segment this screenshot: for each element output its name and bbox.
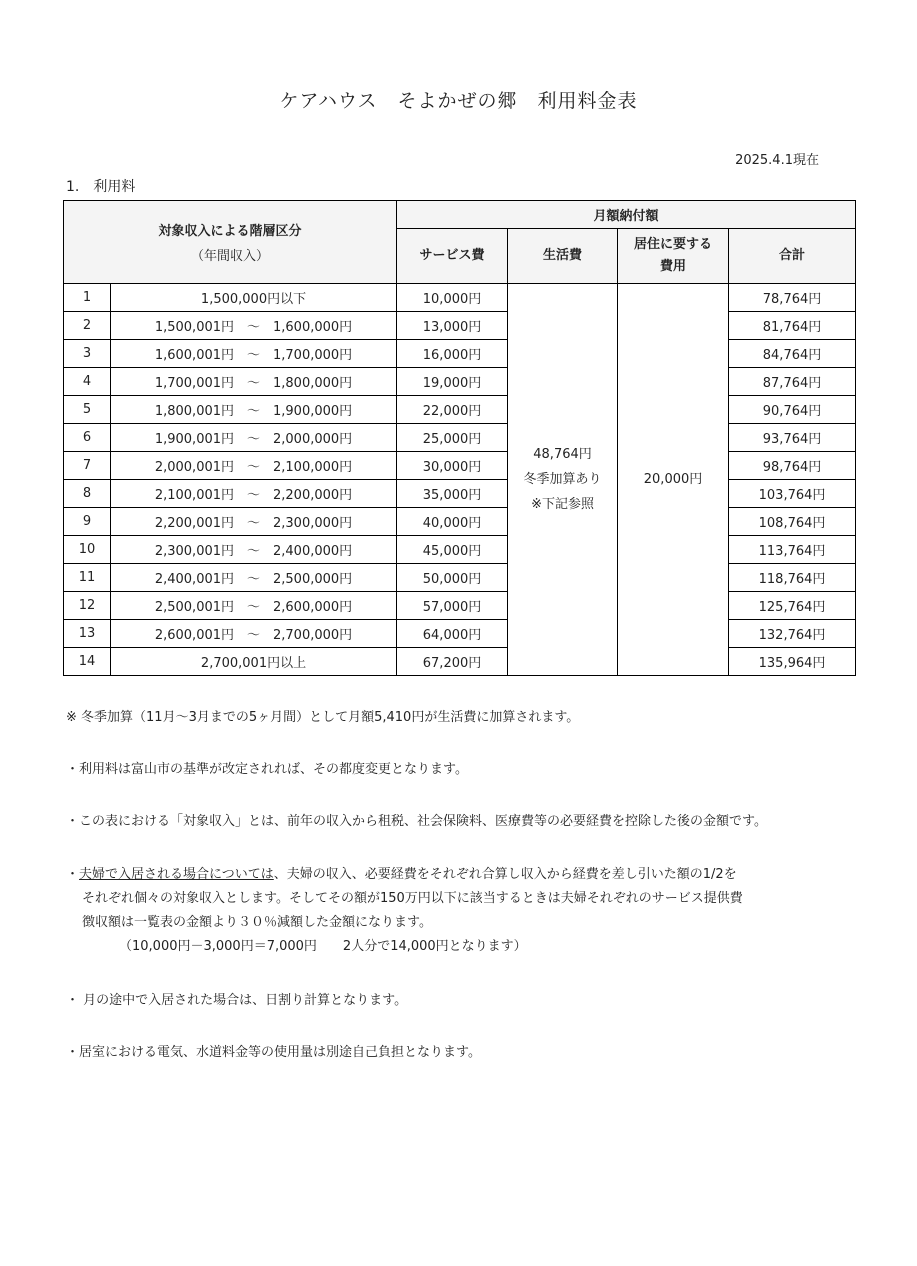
income-range: 1,800,001円 ～ 1,900,000円 (111, 396, 397, 424)
income-range: 1,500,001円 ～ 1,600,000円 (111, 312, 397, 340)
living-cost-living-3: ※下記参照 (531, 497, 594, 512)
service-fee: 22,000円 (397, 396, 508, 424)
total-amount: 108,764円 (729, 508, 856, 536)
housing-cost-header (618, 229, 729, 284)
total-amount: 78,764円 (729, 284, 856, 312)
table-row (64, 648, 856, 676)
mid-month-note: ・ 月の途中で入居された場合は、日割り計算となります。 (66, 993, 408, 1008)
total-amount: 93,764円 (729, 424, 856, 452)
income-definition-note: ・この表における「対象収入」とは、前年の収入から租税、社会保険料、医療費等の必要経費を控除した後の金額です。 (66, 814, 767, 829)
income-bracket-header-label: 対象収入による階層区分 (158, 224, 302, 239)
service-fee: 10,000円 (397, 284, 508, 312)
winter-surcharge-note: ※ 冬季加算（11月～3月までの5ヶ月間）として月額5,410円が生活費に加算されます。 (66, 710, 580, 725)
bracket-number: 6 (64, 424, 111, 452)
income-range: 1,500,000円以下 (111, 284, 397, 312)
total-amount: 132,764円 (729, 620, 856, 648)
couple-note-line3: 徴収額は一覧表の金額より３０％減額した金額になります。 (82, 915, 432, 930)
living-cost-living-2: 冬季加算あり (523, 472, 602, 487)
bracket-number: 5 (64, 396, 111, 424)
income-range: 2,200,001円 ～ 2,300,000円 (111, 508, 397, 536)
table-row (64, 564, 856, 592)
service-fee: 57,000円 (397, 592, 508, 620)
total-amount: 87,764円 (729, 368, 856, 396)
bracket-number: 13 (64, 620, 111, 648)
bracket-number: 2 (64, 312, 111, 340)
income-range: 1,900,001円 ～ 2,000,000円 (111, 424, 397, 452)
bracket-number: 9 (64, 508, 111, 536)
table-row (64, 284, 856, 312)
fee-table (63, 200, 856, 676)
bracket-number: 3 (64, 340, 111, 368)
income-range: 1,700,001円 ～ 1,800,000円 (111, 368, 397, 396)
income-range: 2,500,001円 ～ 2,600,000円 (111, 592, 397, 620)
total-amount: 125,764円 (729, 592, 856, 620)
service-fee: 45,000円 (397, 536, 508, 564)
effective-date: 2025.4.1現在 (735, 153, 819, 168)
bracket-number: 10 (64, 536, 111, 564)
document-title: ケアハウス そよかぜの郷 利用料金表 (279, 90, 638, 112)
total-amount: 135,964円 (729, 648, 856, 676)
housing-cost-cell: 20,000円 (618, 284, 729, 676)
income-range: 2,600,001円 ～ 2,700,000円 (111, 620, 397, 648)
annual-income-header-label: （年間収入） (191, 249, 270, 264)
couple-note-line2: それぞれ個々の対象収入とします。そしてその額が150万円以下に該当するときは夫婦それぞれのサービス提供費 (82, 891, 743, 906)
couple-note-bullet: ・ (66, 867, 80, 882)
bracket-number: 1 (64, 284, 111, 312)
service-fee-header: サービス費 (397, 229, 508, 284)
total-header: 合計 (729, 229, 856, 284)
total-amount: 81,764円 (729, 312, 856, 340)
total-amount: 90,764円 (729, 396, 856, 424)
bracket-number: 8 (64, 480, 111, 508)
table-row (64, 340, 856, 368)
service-fee: 50,000円 (397, 564, 508, 592)
income-range: 2,400,001円 ～ 2,500,000円 (111, 564, 397, 592)
total-amount: 98,764円 (729, 452, 856, 480)
bracket-number: 14 (64, 648, 111, 676)
table-row (64, 312, 856, 340)
table-row (64, 592, 856, 620)
table-row (64, 620, 856, 648)
service-fee: 64,000円 (397, 620, 508, 648)
table-row (64, 508, 856, 536)
bracket-number: 7 (64, 452, 111, 480)
income-range: 1,600,001円 ～ 1,700,000円 (111, 340, 397, 368)
service-fee: 67,200円 (397, 648, 508, 676)
bracket-number: 11 (64, 564, 111, 592)
table-row (64, 368, 856, 396)
section-heading: 1. 利用料 (66, 179, 136, 195)
monthly-payment-header: 月額納付額 (397, 201, 856, 229)
service-fee: 13,000円 (397, 312, 508, 340)
housing-cost-header-line1: 居住に要する (634, 237, 713, 252)
couple-note-underlined: 夫婦で入居される場合については (79, 867, 274, 882)
income-range: 2,700,001円以上 (111, 648, 397, 676)
table-row (64, 480, 856, 508)
income-range: 2,300,001円 ～ 2,400,000円 (111, 536, 397, 564)
income-bracket-header (64, 201, 397, 284)
couple-note-line1: 、夫婦の収入、必要経費をそれぞれ合算し収入から経費を差し引いた額の1/2を (273, 867, 737, 882)
housing-cost-header-line2: 費用 (660, 259, 687, 274)
total-amount: 113,764円 (729, 536, 856, 564)
total-amount: 84,764円 (729, 340, 856, 368)
table-row (64, 536, 856, 564)
couple-note-example: （10,000円－3,000円＝7,000円 2人分で14,000円となります） (119, 939, 527, 954)
bracket-number: 12 (64, 592, 111, 620)
income-range: 2,100,001円 ～ 2,200,000円 (111, 480, 397, 508)
living-cost-header: 生活費 (508, 229, 618, 284)
service-fee: 30,000円 (397, 452, 508, 480)
service-fee: 35,000円 (397, 480, 508, 508)
revision-note: ・利用料は富山市の基準が改定されれば、その都度変更となります。 (66, 762, 468, 777)
bracket-number: 4 (64, 368, 111, 396)
total-amount: 103,764円 (729, 480, 856, 508)
couple-note (66, 863, 743, 959)
service-fee: 19,000円 (397, 368, 508, 396)
living-cost-cell (508, 284, 618, 676)
total-amount: 118,764円 (729, 564, 856, 592)
service-fee: 16,000円 (397, 340, 508, 368)
utilities-note: ・居室における電気、水道料金等の使用量は別途自己負担となります。 (66, 1045, 481, 1060)
table-row (64, 452, 856, 480)
income-range: 2,000,001円 ～ 2,100,000円 (111, 452, 397, 480)
service-fee: 40,000円 (397, 508, 508, 536)
table-row (64, 424, 856, 452)
fee-table-body (64, 284, 856, 676)
living-cost-living-1: 48,764円 (533, 447, 592, 462)
service-fee: 25,000円 (397, 424, 508, 452)
table-row (64, 396, 856, 424)
